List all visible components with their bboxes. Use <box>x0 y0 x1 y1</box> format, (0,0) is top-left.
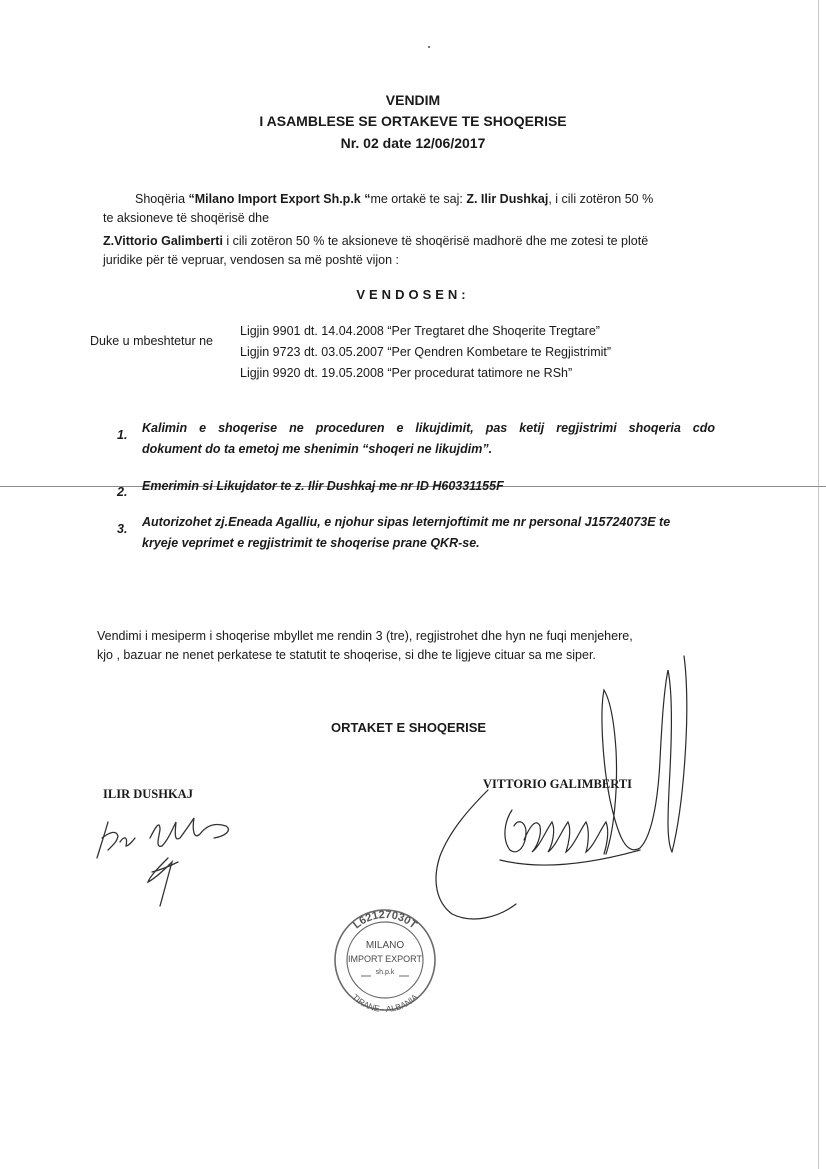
stamp-line-2: IMPORT EXPORT <box>347 954 423 964</box>
decision-text: Kalimin e shoqerise ne proceduren e likujdimit, pas ketij regjistrimi shoqeria cdo <box>142 421 715 435</box>
decision-text: Autorizohet zj.Eneada Agalliu, e njohur sipas leternjoftimit me nr personal J15724073E te <box>142 515 671 529</box>
intro-text: i cili zotëron 50 % te aksioneve të shoqërisë madhorë dhe me zotesi te plotë <box>222 234 649 248</box>
decision-text: dokument do ta emetoj me shenimin “shoqeri ne likujdim”. <box>142 442 493 456</box>
stamp-bottom-text: TIRANE - ALBANIA <box>350 991 420 1015</box>
closing-line: kjo , bazuar ne nenet perkatese te statutit te shoqerise, si dhe te ligjeve cituar sa me siper. <box>97 648 596 662</box>
decision-text: Emerimin si Likujdator te z. Ilir Dushkaj me nr ID H60331155F <box>142 479 504 493</box>
law-reference: Ligjin 9920 dt. 19.05.2008 “Per procedurat tatimore ne RSh” <box>240 366 573 380</box>
left-signature <box>97 818 228 906</box>
intro-line-4: juridike për të vepruar, vendosen sa më poshtë vijon : <box>103 253 400 267</box>
document-subtitle: I ASAMBLESE SE ORTAKEVE TE SHOQERISE <box>259 113 567 129</box>
document-title: VENDIM <box>385 92 441 108</box>
intro-text: , i cili zotëron 50 % <box>548 192 654 206</box>
law-reference: Ligjin 9723 dt. 03.05.2007 “Per Qendren Kombetare te Regjistrimit” <box>240 345 612 359</box>
intro-line-2: te aksioneve të shoqërisë dhe <box>103 211 270 225</box>
signatory-right-name: VITTORIO GALIMBERTI <box>483 777 633 791</box>
law-reference: Ligjin 9901 dt. 14.04.2008 “Per Tregtaret dhe Shoqerite Tregtare” <box>240 324 600 338</box>
stamp-line-3: sh.p.k <box>375 969 395 976</box>
decision-number: 3. <box>117 522 128 536</box>
company-name: “Milano Import Export Sh.p.k “ <box>188 192 371 206</box>
partners-heading: ORTAKET E SHOQERISE <box>331 720 487 735</box>
legal-basis-lead: Duke u mbeshtetur ne <box>90 334 213 348</box>
decision-number: 2. <box>117 485 128 499</box>
right-signature <box>436 656 687 919</box>
partner-two-name: Z.Vittorio Galimberti <box>103 234 223 248</box>
intro-text: Shoqëria <box>135 192 189 206</box>
decision-number: 1. <box>117 428 128 442</box>
stamp-top-text: L62127030T <box>350 908 420 932</box>
signatory-left-name: ILIR DUSHKAJ <box>103 787 193 801</box>
intro-text: me ortakë te saj: <box>370 192 467 206</box>
decision-text: kryeje veprimet e regjistrimit te shoqerise prane QKR-se. <box>142 536 480 550</box>
closing-line: Vendimi i mesiperm i shoqerise mbyllet me rendin 3 (tre), regjistrohet dhe hyn ne fuqi menjehere, <box>97 629 633 643</box>
stamp-line-1: MILANO <box>365 940 405 951</box>
decided-heading: VENDOSEN: <box>356 287 470 302</box>
partner-one-name: Z. Ilir Dushkaj <box>466 192 549 206</box>
document-number-date: Nr. 02 date 12/06/2017 <box>340 135 486 151</box>
